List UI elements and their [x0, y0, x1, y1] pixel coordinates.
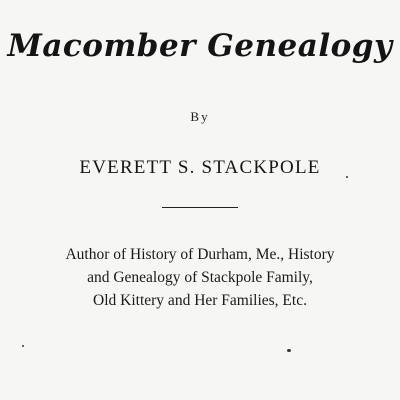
author-works-line: Author of History of Durham, Me., History — [65, 246, 335, 263]
author-works-line: Old Kittery and Her Families, Etc. — [93, 292, 307, 309]
by-label: By — [190, 109, 210, 124]
print-speck — [346, 176, 348, 178]
author-name: EVERETT S. STACKPOLE — [79, 157, 321, 178]
author-works-line: and Genealogy of Stackpole Family, — [87, 269, 313, 286]
print-speck — [22, 345, 24, 347]
author-works — [0, 243, 400, 312]
book-title: Macomber Genealogy — [7, 28, 393, 64]
print-speck — [287, 349, 291, 352]
divider-rule — [162, 207, 238, 208]
